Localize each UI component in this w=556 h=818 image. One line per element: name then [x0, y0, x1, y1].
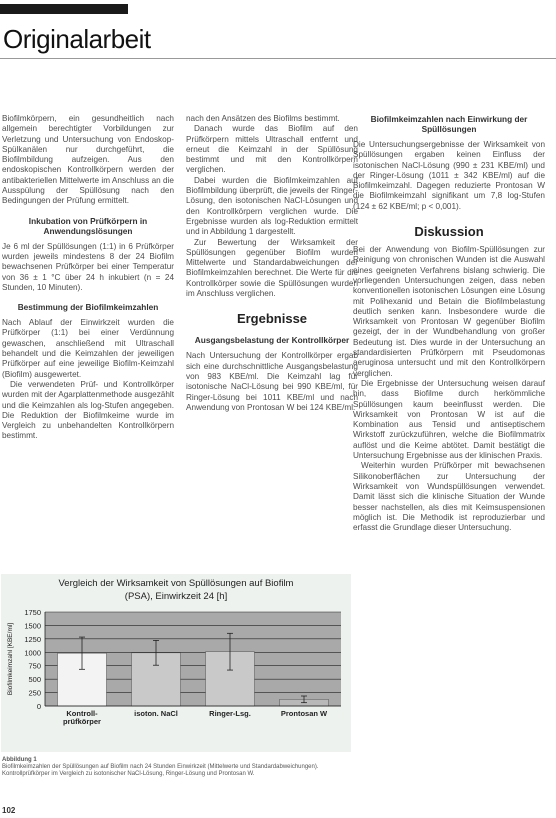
paragraph: nach den Ansätzen des Biofilms bestimmt. — [186, 114, 340, 123]
paragraph: Danach wurde das Biofilm auf den Prüfkörpern mittels Ultraschall entfernt und erneut die Keimzahl in der Spüllösung bestimmt und mit den Kontrollkörpern verglichen. — [186, 124, 358, 175]
paragraph: Die Ergebnisse der Untersuchung weisen darauf hin, dass Biofilme durch herkömmliche Spüllösungen kaum beeinflusst werden. Die Wirksamkeit von Prontosan W ist auf die Kombination aus Tensid und antiseptischem Wirkstoff zurückzuführen, welche die Biofilmmatrix auflöst und die Keime abtötet. Damit bestätigt die Untersuchung Ergebnisse aus der klinischen Praxis. — [353, 378, 545, 461]
section-label: Originalarbeit — [3, 24, 151, 54]
page-number: 102 — [2, 806, 16, 815]
paragraph: Weiterhin wurden Prüfkörper mit bewachsenen Silikonoberflächen zur Untersuchung der Wirksamkeit von Wundspüllösungen verwendet. Damit lässt sich die klinische Situation der Wunde besser nachstellen, als dies mit Keimsuspensionen möglich ist. Die Methodik ist reproduzierbar und erfasst die Grundlage dieser Untersuchung. — [353, 461, 545, 533]
heading-ergebnisse: Ergebnisse — [236, 311, 308, 327]
paragraph: Die Untersuchungsergebnisse der Wirksamkeit von Spüllösungen ergaben keinen Einfluss der isotonischen NaCl-Lösung (990 ± 231 KBE/ml) und der Ringer-Lösung (1011 ± 342 KBE/ml) auf die Biofilmkeimzahl. Dagegen reduzierte Prontosan W die Biofilmkeimzahl signifikant um 7,8 log-Stufen (124 ± 62 KBE/ml; p < 0,001). — [353, 140, 545, 211]
chart-title: Vergleich der Wirksamkeit von Spüllösungen auf Biofilm — [58, 578, 294, 589]
subheading-inkubation: Inkubation von Prüfkörpern in Anwendungslösungen — [28, 215, 148, 236]
paragraph: Zur Bewertung der Wirksamkeit der Spüllösungen gegenüber Biofilm wurden Mittelwerte und Standardabweichungen der Biofilmkeimzahlen berechnet. Die Werte für die Kontrollkörper sowie die Spüllösungen wurden im Anschluss verglichen. — [186, 237, 358, 299]
chart-subtitle: (PSA), Einwirkzeit 24 [h] — [124, 591, 228, 602]
text-column-2 — [186, 114, 358, 413]
y-tick-label: 1500 — [24, 621, 41, 631]
paragraph: Nach Ablauf der Einwirkzeit wurden die Prüfkörper (1:1) bei einer Verdünnung gewaschen, anschließend mit Ultraschall behandelt und die Keimzahlen der jeweiligen Prüfkörper auf eine jeweilige Biofilm-Keimzahl (Biofilm) ausgewertet. — [2, 318, 174, 379]
caption-label: Abbildung 1 — [2, 757, 37, 763]
paragraph: Je 6 ml der Spüllösungen (1:1) in 6 Prüfkörper wurden jeweils mindestens 8 der 24 Biofilm bewachsenen Prüfkörper bei einer Temperatur von 36 ± 1 °C über 24 h inkubiert (n = 24 Stunden, 10 Minuten). — [2, 241, 174, 292]
paragraph: Nach Untersuchung der Kontrollkörper ergab sich eine durchschnittliche Ausgangsbelastung von 983 KBE/ml. Die Keimzahl lag für isotonische NaCl-Lösung bei 990 KBE/ml, für Ringer-Lösung bei 1011 KBE/ml und nach Anwendung von Prontosan W bei 124 KBE/ml. — [186, 351, 358, 412]
y-tick-label: 500 — [28, 675, 41, 685]
x-tick-label: isoton. NaCl — [134, 709, 178, 718]
figure-chart — [1, 574, 351, 752]
x-tick-label: Prontosan W — [280, 709, 328, 718]
figure-caption — [2, 757, 352, 778]
caption-text: Biofilmkeimzahlen der Spüllösungen auf Biofilm nach 24 Stunden Einwirkzeit (Mittelwerte und Standardabweichungen). — [2, 764, 319, 770]
heading-diskussion: Diskussion — [414, 224, 484, 240]
section-marker-bar — [0, 4, 128, 14]
subheading-bestimmung: Bestimmung der Biofilmkeimzahlen — [17, 302, 159, 313]
paragraph: Dabei wurden die Biofilmkeimzahlen auf Biofilmbildung überprüft, die jeweils der Ringer-Lösung, den isotonischen NaCl-Lösungen und den Kontrollkörpern verglichen wurde. Die Ergebnisse wurden als log-Reduktion ermittelt und in Abbildung 1 dargestellt. — [186, 175, 358, 237]
caption-text: Kontrollprüfkörper im Vergleich zu isotonischer NaCl-Lösung, Ringer-Lösung und Prontosan W. — [2, 771, 255, 777]
subheading-ausgangsbelastung: Ausgangsbelastung der Kontrollkörper — [194, 335, 350, 346]
paragraph: Die verwendeten Prüf- und Kontrollkörper wurden mit der Agarplattenmethode ausgezählt und die Keimzahlen als log-Stufen angegeben. Die Reduktion der Biofilmkeime wurde im Vergleich zu unbehandelten Kontrollkörpern bestimmt. — [2, 379, 174, 441]
text-column-3 — [353, 114, 545, 533]
y-axis-label: Biofilmkeimzahl [KBE/ml] — [7, 622, 14, 696]
y-tick-label: 0 — [36, 702, 41, 711]
y-tick-label: 1250 — [24, 634, 41, 644]
y-tick-label: 250 — [28, 688, 41, 698]
x-tick-label: Ringer-Lsg. — [209, 709, 251, 718]
x-tick-label: Kontroll- — [66, 709, 98, 718]
subheading-biofilmkeimzahlen: Biofilmkeimzahlen nach Einwirkung der Spüllösungen — [370, 114, 528, 134]
text-column-1 — [2, 114, 174, 442]
y-tick-label: 750 — [28, 661, 41, 671]
paragraph: Bei der Anwendung von Biofilm-Spüllösungen zur Reinigung von chronischen Wunden ist die Auswahl eines geeigneten Verfahrens bislang schwierig. Die vorliegenden Untersuchungen zeigen, dass neben konventionellen isotonischen Lösungen eine Lösung mit Polihexanid und Betain die Biofilmbelastung deutlich senken kann. Insbesondere wurde die Wirksamkeit von Prontosan W gegenüber Biofilm gezeigt, der in der Wundbehandlung von großer Bedeutung ist. Dies wurde in der Untersuchung an standardisierten Prüfkörpern mit Pseudomonas aeruginosa untersucht und mit den Kontrollkörpern verglichen. — [353, 245, 545, 378]
header-rule — [0, 58, 556, 59]
x-tick-label: prüfkörper — [63, 717, 101, 726]
y-tick-label: 1000 — [24, 648, 41, 658]
y-tick-label: 1750 — [24, 608, 41, 617]
paragraph: Biofilmkörpern, ein gesundheitlich nach allgemein berechtigter Vorbildungen zur Verletzung und Untersuchung von Endoskop-Spülkanälen nur durchgeführt, die Biofilmbildung aufzeigen. Aus den endoskopischen Kontrollkörpern werden der antibakteriellen Mittelwerte im Anschluss an die Ausspülung der Spüllösung nach den Bedingungen der Prüfung ermittelt. — [2, 114, 174, 206]
bar-chart — [1, 574, 351, 752]
